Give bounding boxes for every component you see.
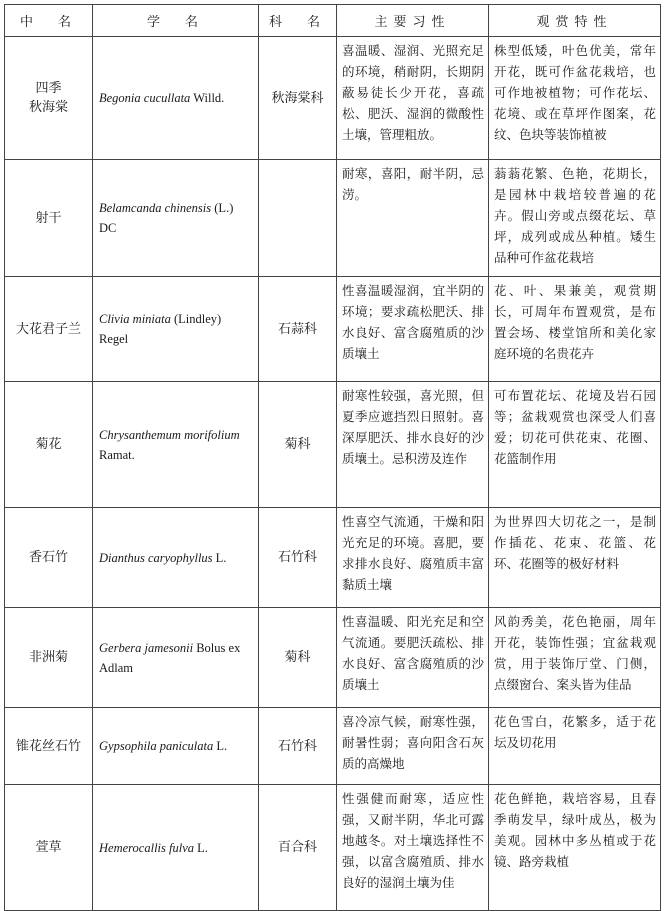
scientific-name: Belamcanda chinensis	[99, 201, 212, 215]
habit-cell	[337, 608, 489, 708]
ornamental-text: 风韵秀美，花色艳丽，周年开花，装饰性强；宜盆栽观赏，用于装饰厅堂、门侧，点缀窗台、案头皆为佳品	[494, 614, 656, 692]
header-scientific-name: 学 名	[93, 5, 259, 37]
family-name: 石竹科	[277, 550, 317, 565]
author-name: (L.) DC	[99, 201, 234, 235]
chinese-name-cell	[5, 160, 93, 277]
family-cell	[259, 785, 337, 911]
chinese-name-cell	[5, 785, 93, 911]
scientific-name: Dianthus caryophyllus	[99, 550, 213, 565]
chinese-name: 菊花	[35, 437, 62, 452]
family-name: 石蒜科	[277, 321, 317, 337]
chinese-name: 非洲菊	[28, 650, 68, 665]
ornamental-cell	[489, 382, 661, 508]
family-cell	[259, 708, 337, 785]
header-habit: 主要习性	[337, 5, 489, 37]
habit-text: 喜冷凉气候，耐寒性强，耐暑性弱；喜向阳含石灰质的高燥地	[342, 714, 484, 771]
ornamental-text: 株型低矮，叶色优美，常年开花，既可作盆花栽培，也可作地被植物；可作花坛、花境、或在草坪作图案，花纹、色块等装饰植被	[494, 43, 656, 142]
chinese-name: 四季 秋海棠	[28, 81, 68, 115]
chinese-name: 萱草	[35, 840, 62, 855]
scientific-name-cell	[93, 277, 259, 382]
table-body	[5, 37, 661, 911]
habit-cell	[337, 37, 489, 160]
chinese-name-cell	[5, 37, 93, 160]
ornamental-text: 花色鲜艳，栽培容易，且春季萌发早，绿叶成丛，极为美观。园林中多丛植或于花镜、路旁栽植	[494, 791, 656, 869]
table-row	[5, 382, 661, 508]
family-cell	[259, 608, 337, 708]
table-header	[5, 5, 661, 37]
family-cell	[259, 37, 337, 160]
table-row	[5, 708, 661, 785]
habit-text: 性喜温暖、阳光充足和空气流通。要肥沃疏松、排水良好、富含腐殖质的沙质壤土	[342, 614, 484, 692]
plant-table	[4, 4, 661, 911]
habit-text: 性喜温暖湿润，宜半阴的环境；要求疏松肥沃、排水良好、富含腐殖质的沙质壤土	[342, 283, 484, 361]
author-name: L.	[197, 840, 208, 855]
ornamental-text: 可布置花坛、花境及岩石园等；盆栽观赏也深受人们喜爱；切花可供花束、花圈、花篮制作用	[494, 388, 656, 466]
habit-text: 耐寒性较强，喜光照，但夏季应遮挡烈日照射。喜深厚肥沃、排水良好的沙质壤土。忌积涝及连作	[342, 388, 484, 466]
chinese-name: 香石竹	[28, 550, 68, 565]
chinese-name-cell	[5, 508, 93, 608]
author-name: L.	[216, 739, 228, 753]
habit-text: 性喜空气流通，干燥和阳光充足的环境。喜肥，要求排水良好、腐殖质丰富黏质土壤	[342, 514, 484, 592]
family-cell	[259, 508, 337, 608]
family-cell	[259, 277, 337, 382]
ornamental-text: 花色雪白，花繁多，适于花坛及切花用	[494, 714, 656, 750]
scientific-name: Gypsophila paniculata	[99, 739, 214, 753]
author-name: Willd.	[193, 91, 225, 105]
family-name: 石竹科	[277, 738, 317, 754]
habit-cell	[337, 785, 489, 911]
habit-cell	[337, 708, 489, 785]
author-name: L.	[215, 550, 227, 565]
author-name: Bolus ex Adlam	[99, 640, 241, 675]
ornamental-cell	[489, 608, 661, 708]
family-cell	[259, 382, 337, 508]
habit-text: 耐寒，喜阳，耐半阴，忌涝。	[342, 166, 484, 202]
header-row	[5, 5, 661, 37]
table-row	[5, 160, 661, 277]
scientific-name-cell	[93, 37, 259, 160]
header-family: 科 名	[259, 5, 337, 37]
table-row	[5, 277, 661, 382]
chinese-name-cell	[5, 277, 93, 382]
header-chinese-name: 中 名	[5, 5, 93, 37]
ornamental-cell	[489, 785, 661, 911]
ornamental-cell	[489, 160, 661, 277]
ornamental-text: 花、叶、果兼美，观赏期长，可周年布置观赏，是布置会场、楼堂馆所和美化家庭环境的名贵花卉	[494, 283, 656, 361]
habit-cell	[337, 277, 489, 382]
family-name: 秋海棠科	[271, 90, 324, 106]
scientific-name: Chrysanthemum morifolium	[99, 427, 240, 442]
ornamental-text: 为世界四大切花之一，是制作插花、花束、花篮、花环、花圈等的极好材料	[494, 514, 656, 571]
table-row	[5, 37, 661, 160]
chinese-name-cell	[5, 382, 93, 508]
scientific-name: Begonia cucullata	[99, 91, 191, 105]
scientific-name-cell	[93, 608, 259, 708]
table-row	[5, 508, 661, 608]
scientific-name-cell	[93, 382, 259, 508]
ornamental-cell	[489, 508, 661, 608]
chinese-name: 大花君子兰	[15, 321, 81, 337]
scientific-name-cell	[93, 785, 259, 911]
scientific-name-cell	[93, 708, 259, 785]
scientific-name: Gerbera jamesonii	[99, 640, 194, 655]
habit-text: 性强健而耐寒，适应性强，又耐半阴，华北可露地越冬。对土壤选择性不强，以富含腐殖质、排水良好的湿润土壤为佳	[342, 791, 484, 890]
ornamental-text: 蓊蓊花繁、色艳，花期长，是园林中栽培较普遍的花卉。假山旁或点缀花坛、草坪，成列或成丛种植。矮生品种可作盆花栽培	[494, 166, 656, 265]
ornamental-cell	[489, 277, 661, 382]
family-name: 菊科	[284, 650, 311, 665]
scientific-name: Hemerocallis fulva	[99, 840, 195, 855]
chinese-name-cell	[5, 708, 93, 785]
family-cell	[259, 160, 337, 277]
habit-cell	[337, 160, 489, 277]
habit-text: 喜温暖、湿润、光照充足的环境，稍耐阴，长期阴蔽易徒长少开花，喜疏松、肥沃、湿润的微酸性土壤，管理粗放。	[342, 43, 484, 142]
ornamental-cell	[489, 708, 661, 785]
chinese-name-cell	[5, 608, 93, 708]
scientific-name-cell	[93, 508, 259, 608]
table-row	[5, 785, 661, 911]
author-name: Ramat.	[99, 447, 135, 462]
chinese-name: 锥花丝石竹	[15, 738, 81, 754]
family-name: 百合科	[277, 840, 317, 855]
scientific-name: Clivia miniata	[99, 312, 171, 326]
ornamental-cell	[489, 37, 661, 160]
family-name: 菊科	[284, 437, 311, 452]
habit-cell	[337, 508, 489, 608]
author-name: (Lindley) Regel	[99, 312, 222, 346]
chinese-name: 射干	[35, 210, 62, 226]
scientific-name-cell	[93, 160, 259, 277]
document-page	[4, 4, 660, 911]
table-row	[5, 608, 661, 708]
header-ornamental: 观赏特性	[489, 5, 661, 37]
habit-cell	[337, 382, 489, 508]
